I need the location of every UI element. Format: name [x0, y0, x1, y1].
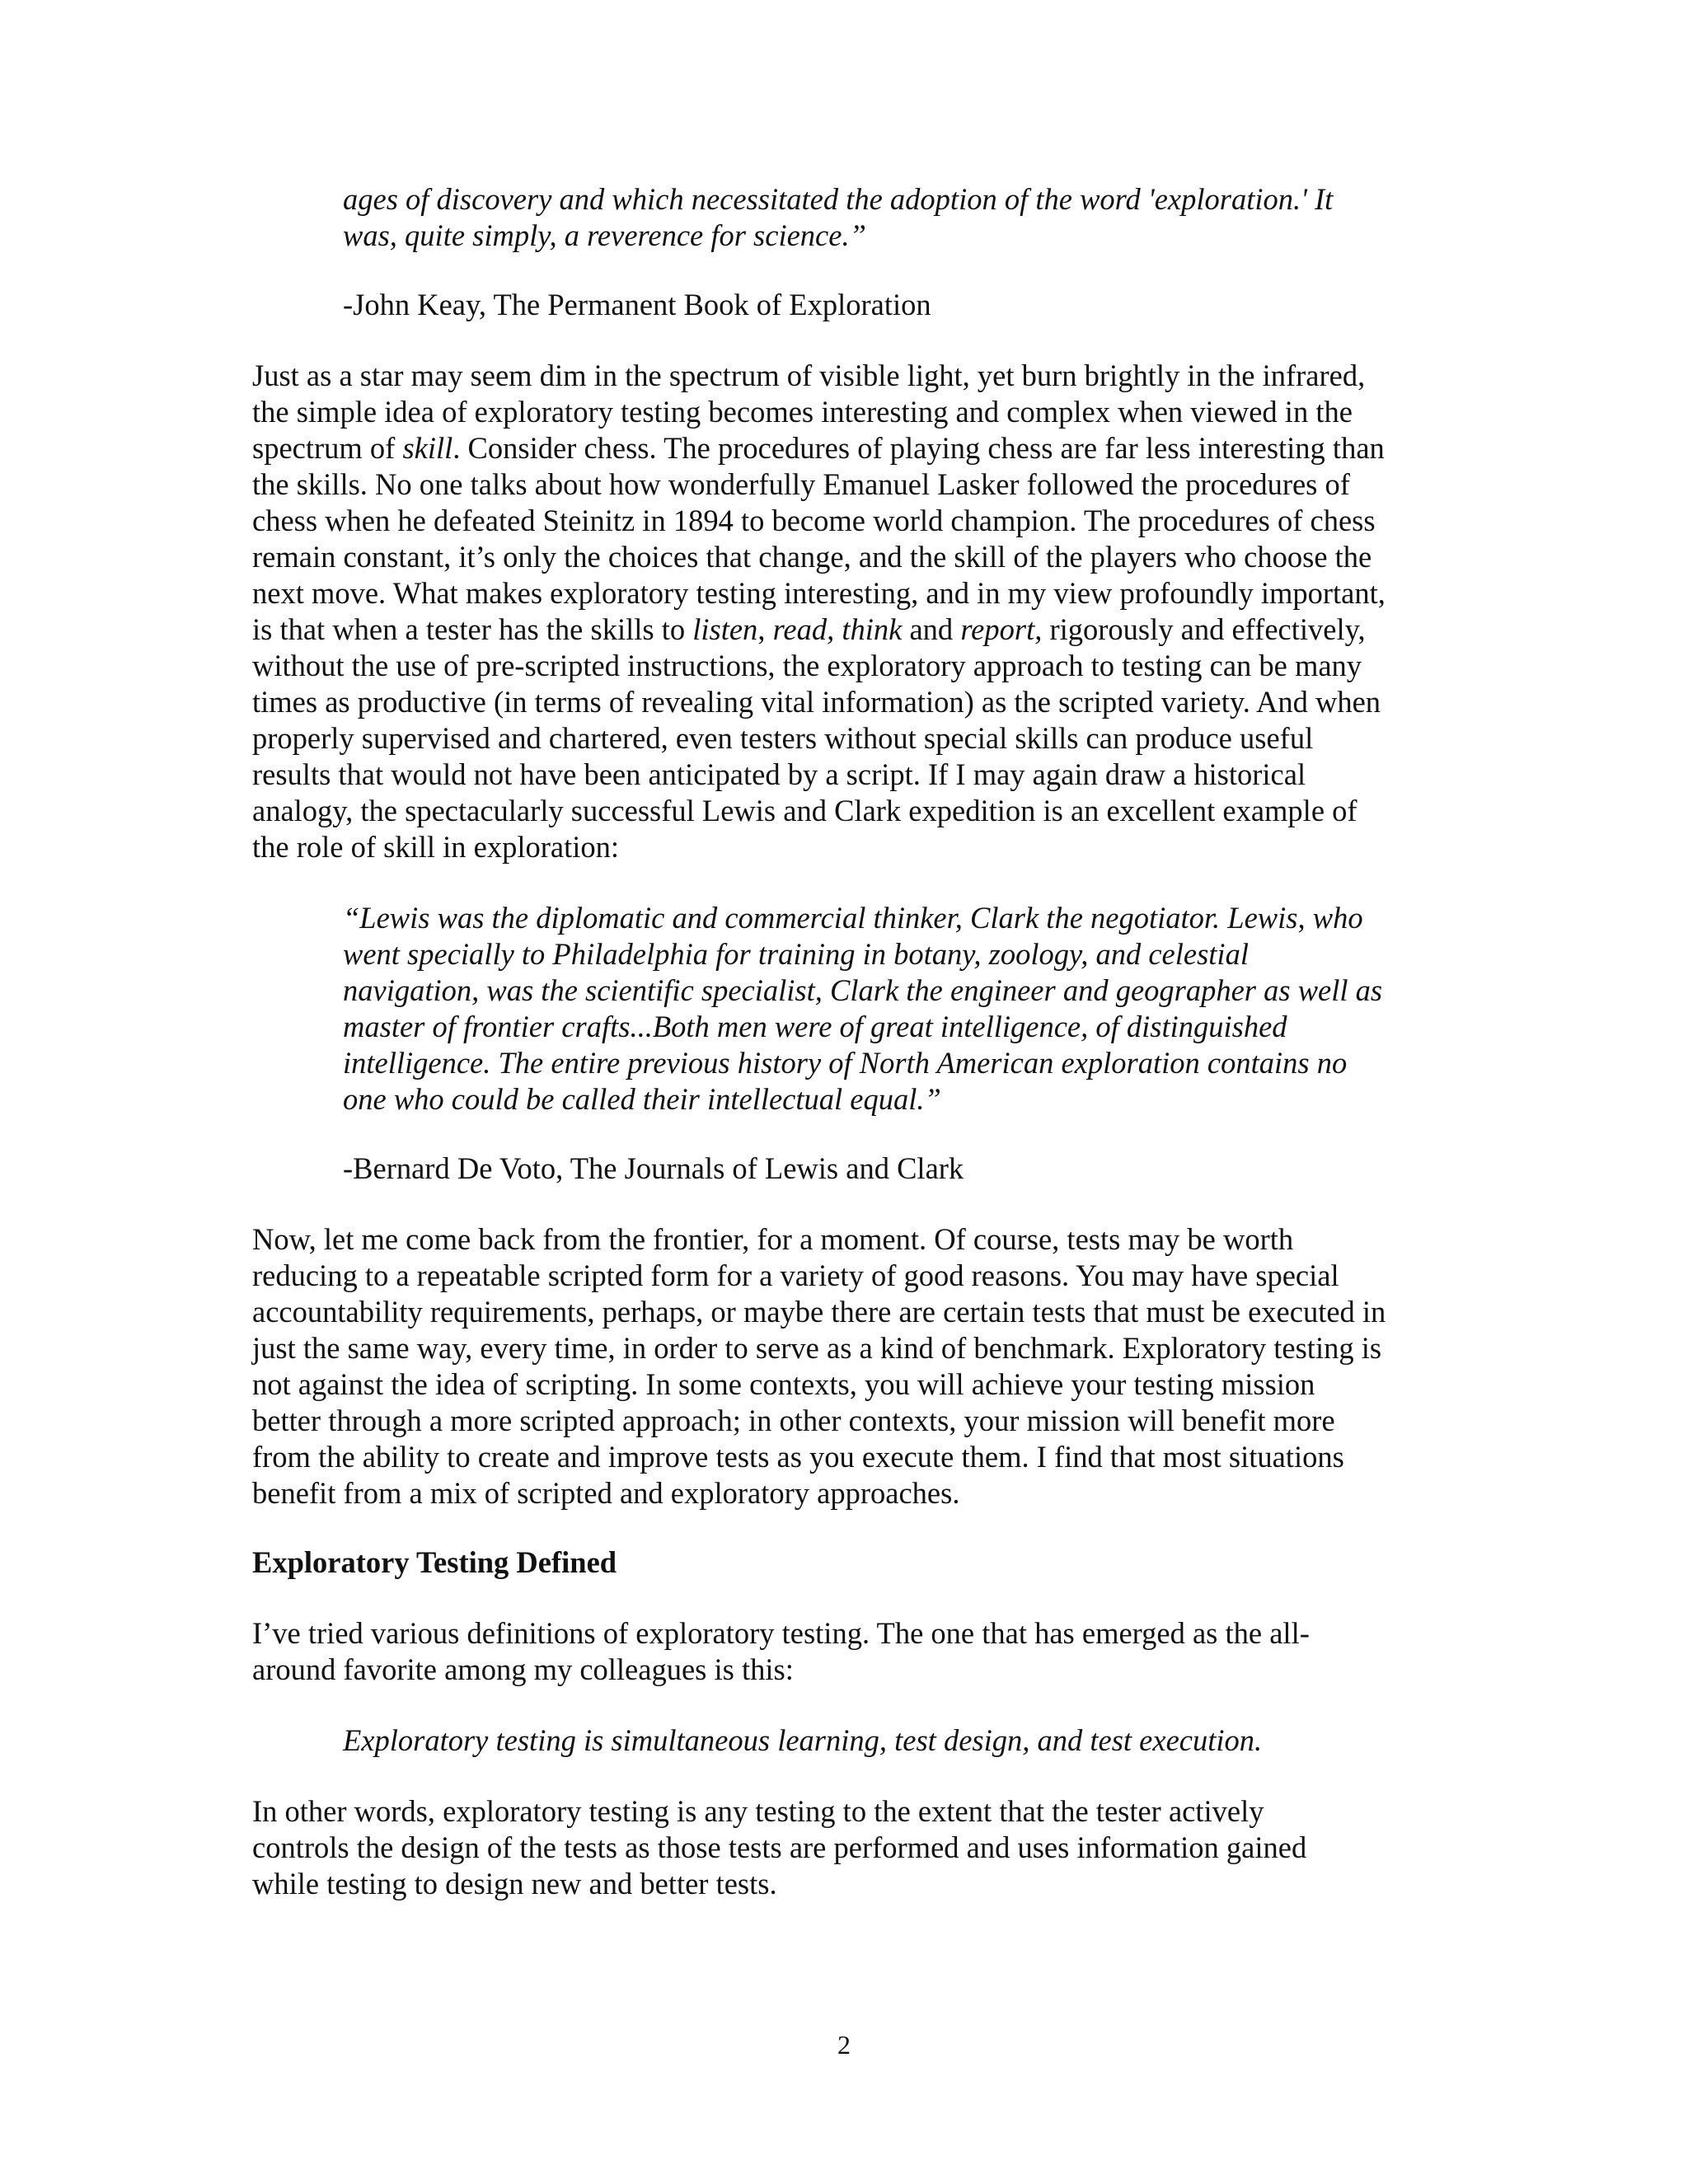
quote2-line-4: master of frontier crafts...Both men were of great intelligence, of distinguished: [343, 1010, 1287, 1043]
paragraph1-line-2: the simple idea of exploratory testing becomes interesting and complex when viewed in the: [252, 395, 1353, 429]
emphasis-listen: listen: [692, 612, 758, 646]
paragraph4-line-1: In other words, exploratory testing is any testing to the extent that the tester actively: [252, 1794, 1264, 1828]
emphasis-report: report,: [960, 612, 1043, 646]
paragraph2-line-4: just the same way, every time, in order to serve as a kind of benchmark. Exploratory testing is: [252, 1331, 1382, 1365]
quote1-line-1: ages of discovery and which necessitated the adoption of the word 'exploration.' It: [343, 182, 1334, 216]
quote2-line-6: one who could be called their intellectual equal.”: [343, 1082, 941, 1116]
paragraph3-line-1: I’ve tried various definitions of exploratory testing. The one that has emerged as the all-: [252, 1616, 1310, 1650]
paragraph1-line-14: the role of skill in exploration:: [252, 830, 620, 864]
quote2-line-3: navigation, was the scientific specialist, Clark the engineer and geographer as well as: [343, 973, 1383, 1007]
quote2-line-2: went specially to Philadelphia for training in botany, zoology, and celestial: [343, 937, 1249, 971]
paragraph2-line-6: better through a more scripted approach; in other contexts, your mission will benefit more: [252, 1404, 1335, 1437]
section-heading: Exploratory Testing Defined: [252, 1545, 617, 1579]
definition-statement: Exploratory testing is simultaneous learning, test design, and test execution.: [343, 1723, 1263, 1757]
paragraph2-line-8: benefit from a mix of scripted and exploratory approaches.: [252, 1476, 960, 1510]
paragraph1-line-11: properly supervised and chartered, even testers without special skills can produce useful: [252, 721, 1314, 755]
paragraph1-line-1: Just as a star may seem dim in the spectrum of visible light, yet burn brightly in the infrared,: [252, 359, 1366, 392]
quote1-line-2: was, quite simply, a reverence for science.”: [343, 218, 866, 252]
quote1-attribution: -John Keay, The Permanent Book of Exploration: [343, 288, 931, 321]
text-run: spectrum of: [252, 431, 403, 465]
page-number: 2: [837, 2030, 851, 2060]
quote2-line-5: intelligence. The entire previous history of North American exploration contains no: [343, 1046, 1348, 1080]
paragraph1-line-6: remain constant, it’s only the choices that change, and the skill of the players who choose the: [252, 540, 1372, 574]
paragraph2-line-5: not against the idea of scripting. In some contexts, you will achieve your testing mission: [252, 1367, 1315, 1401]
emphasis-skill: skill: [402, 431, 453, 465]
paragraph1-line-3: [252, 430, 1385, 466]
text-run: . Consider chess. The procedures of playing chess are far less interesting than: [452, 431, 1385, 465]
paragraph2-line-1: Now, let me come back from the frontier, for a moment. Of course, tests may be worth: [252, 1222, 1294, 1256]
paragraph2-line-2: reducing to a repeatable scripted form for a variety of good reasons. You may have special: [252, 1258, 1339, 1292]
paragraph1-line-5: chess when he defeated Steinitz in 1894 to become world champion. The procedures of chess: [252, 504, 1376, 537]
text-run: and: [902, 612, 961, 646]
text-run: ,: [757, 612, 773, 646]
paragraph1-line-4: the skills. No one talks about how wonderfully Emanuel Lasker followed the procedures of: [252, 467, 1350, 501]
paragraph2-line-3: accountability requirements, perhaps, or maybe there are certain tests that must be executed in: [252, 1295, 1386, 1329]
paragraph4-line-2: controls the design of the tests as those tests are performed and uses information gained: [252, 1830, 1307, 1864]
paragraph1-line-9: without the use of pre-scripted instructions, the exploratory approach to testing can be many: [252, 649, 1362, 682]
paragraph1-line-8: [252, 612, 1366, 648]
paragraph3-line-2: around favorite among my colleagues is this:: [252, 1652, 794, 1686]
paragraph1-line-12: results that would not have been anticipated by a script. If I may again draw a historical: [252, 757, 1306, 791]
text-run: is that when a tester has the skills to: [252, 612, 693, 646]
text-run: rigorously and effectively,: [1042, 612, 1366, 646]
paragraph4-line-3: while testing to design new and better tests.: [252, 1867, 777, 1900]
paragraph1-line-10: times as productive (in terms of revealing vital information) as the scripted variety. And when: [252, 685, 1381, 719]
paragraph1-line-13: analogy, the spectacularly successful Lewis and Clark expedition is an excellent example of: [252, 794, 1357, 827]
quote2-line-1: “Lewis was the diplomatic and commercial thinker, Clark the negotiator. Lewis, who: [343, 901, 1363, 935]
paragraph1-line-7: next move. What makes exploratory testing interesting, and in my view profoundly important,: [252, 576, 1386, 610]
paragraph2-line-7: from the ability to create and improve tests as you execute them. I find that most situations: [252, 1440, 1344, 1474]
emphasis-read-think: read, think: [772, 612, 903, 646]
quote2-attribution: -Bernard De Voto, The Journals of Lewis and Clark: [343, 1151, 964, 1185]
